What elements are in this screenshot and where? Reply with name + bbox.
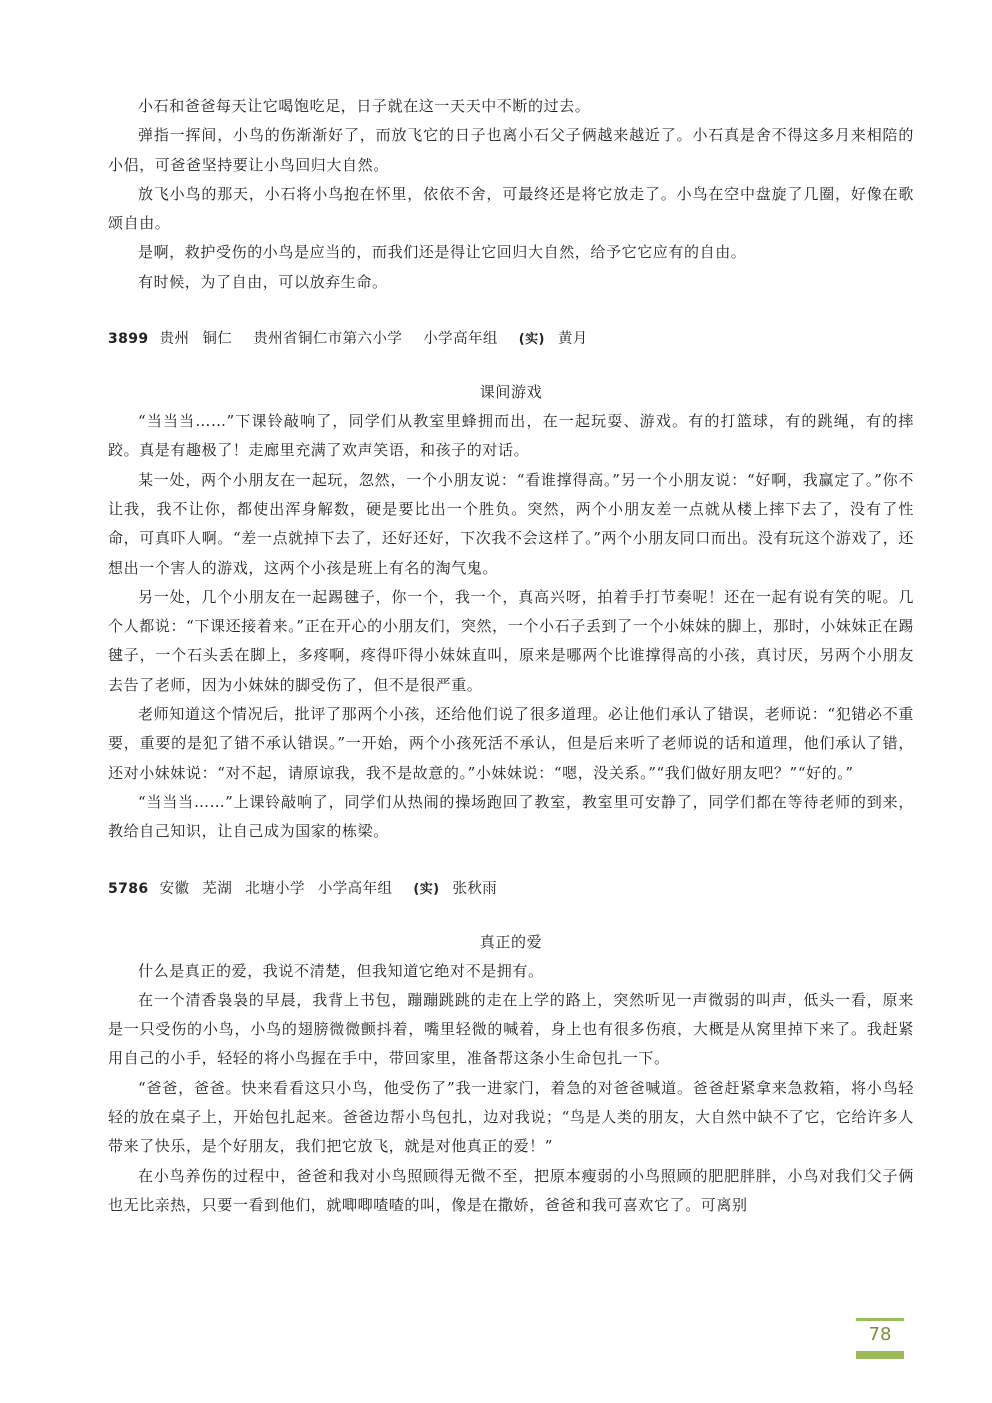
paragraph: “当当当……”下课铃敲响了，同学们从教室里蜂拥而出，在一起玩耍、游戏。有的打篮球，有的跳绳，有的摔跤。真是有趣极了！走廊里充满了欢声笑语，和孩子的对话。 xyxy=(108,412,914,460)
paragraph: 某一处，两个小朋友在一起玩，忽然，一个小朋友说：“看谁撑得高。”另一个小朋友说：“好啊，我赢定了。”你不让我，我不让你，都使出浑身解数，硬是要比出一个胜负。突然，两个小朋友差一点就从楼上摔下去了，没有了性命，可真吓人啊。“差一点就掉下去了，还好还好，下次我不会这样了。”两个小朋友同口而出。没有玩这个游戏了，还想出一个害人的游戏，这两个小孩是班上有名的淘气鬼。 xyxy=(108,470,914,577)
page-number-block xyxy=(856,1318,904,1359)
paragraph: 有时候，为了自由，可以放弃生命。 xyxy=(138,272,388,291)
essay-title: 课间游戏 xyxy=(479,383,543,402)
entry-province: 安徽 xyxy=(159,880,190,897)
entry-3899 xyxy=(108,325,914,846)
paragraph: 小石和爸爸每天让它喝饱吃足，日子就在这一天天中不断的过去。 xyxy=(138,97,591,115)
paragraph: 老师知道这个情况后，批评了那两个小孩，还给他们说了很多道理。必让他们承认了错误，老师说：“犯错必不重要，重要的是犯了错不承认错误。”一开始，两个小孩死活不承认，但是后来听了老师说的话和道理，他们承认了错，还对小妹妹说：“对不起，请原谅我，我不是故意的。”小妹妹说：“嗯，没关系。”“我们做好朋友吧？”“好的。” xyxy=(108,705,914,782)
entry-school: 北塘小学 xyxy=(245,880,305,897)
page-number: 78 xyxy=(868,1324,892,1345)
paragraph: 什么是真正的爱，我说不清楚，但我知道它绝对不是拥有。 xyxy=(138,961,544,980)
entry-header xyxy=(108,875,914,904)
paragraph: 在小鸟养伤的过程中，爸爸和我对小鸟照顾得无微不至，把原本瘦弱的小鸟照顾的肥肥胖胖，小鸟对我们父子俩也无比亲热，只要一看到他们，就唧唧喳喳的叫，像是在撒娇，爸爸和我可喜欢它了。可离别 xyxy=(108,1166,914,1214)
entry-group: 小学高年组 xyxy=(423,331,498,348)
paragraph: “当当当……”上课铃敲响了，同学们从热闹的操场跑回了教室，教室里可安静了，同学们都在等待老师的到来，教给自己知识，让自己成为国家的栋梁。 xyxy=(108,792,914,841)
entry-city: 铜仁 xyxy=(202,331,233,348)
entry-tag: (实) xyxy=(518,332,545,348)
paragraph: 弹指一挥间，小鸟的伤渐渐好了，而放飞它的日子也离小石父子俩越来越近了。小石真是舍不得这多月来相陪的小侣，可爸爸坚持要让小鸟回归大自然。 xyxy=(108,126,914,174)
paragraph: 放飞小鸟的那天，小石将小鸟抱在怀里，依依不舍，可最终还是将它放走了。小鸟在空中盘旋了几圈，好像在歌颂自由。 xyxy=(108,184,914,233)
entry-author: 黄月 xyxy=(557,331,588,348)
entry-header xyxy=(108,325,914,354)
page-number-bottom-bar xyxy=(856,1351,904,1359)
entry-school: 贵州省铜仁市第六小学 xyxy=(253,331,403,348)
entry-id: 5786 xyxy=(108,880,149,897)
entry-province: 贵州 xyxy=(159,331,190,348)
paragraph: 是啊，救护受伤的小鸟是应当的，而我们还是得让它回归大自然，给予它它应有的自由。 xyxy=(138,243,747,262)
paragraph: 在一个清香袅袅的早晨，我背上书包，蹦蹦跳跳的走在上学的路上，突然听见一声微弱的叫声，低头一看，原来是一只受伤的小鸟，小鸟的翅膀微微颤抖着，嘴里轻微的喊着，身上也有很多伤痕，大概是从窝里掉下来了。我赶紧用自己的小手，轻轻的将小鸟握在手中，带回家里，准备帮这条小生命包扎一下。 xyxy=(108,990,914,1068)
entry-group: 小学高年组 xyxy=(317,880,393,897)
entry-city: 芜湖 xyxy=(202,880,233,897)
document-page xyxy=(108,92,914,1220)
essay-title: 真正的爱 xyxy=(479,932,543,951)
entry-author: 张秋雨 xyxy=(452,880,498,897)
entry-5786 xyxy=(108,875,914,1221)
entry-id: 3899 xyxy=(108,331,149,348)
entry-tag: (实) xyxy=(413,881,440,897)
paragraph: 另一处，几个小朋友在一起踢毽子，你一个，我一个，真高兴呀，拍着手打节奏呢！还在一起有说有笑的呢。几个人都说：“下课还接着来。”正在开心的小朋友们，突然，一个小石子丢到了一个小妹妹的脚上，那时，小妹妹正在踢毽子，一个石头丢在脚上，多疼啊，疼得吓得小妹妹直叫，原来是哪两个比谁撑得高的小孩，真讨厌，另两个小朋友去告了老师，因为小妹妹的脚受伤了，但不是很严重。 xyxy=(108,587,914,694)
continuation-section xyxy=(108,92,914,297)
paragraph: “爸爸，爸爸。快来看看这只小鸟，他受伤了”我一进家门，着急的对爸爸喊道。爸爸赶紧拿来急救箱，将小鸟轻轻的放在桌子上，开始包扎起来。爸爸边帮小鸟包扎，边对我说；“鸟是人类的朋友，大自然中缺不了它，它给许多人带来了快乐，是个好朋友，我们把它放飞，就是对他真正的爱！” xyxy=(108,1078,914,1156)
